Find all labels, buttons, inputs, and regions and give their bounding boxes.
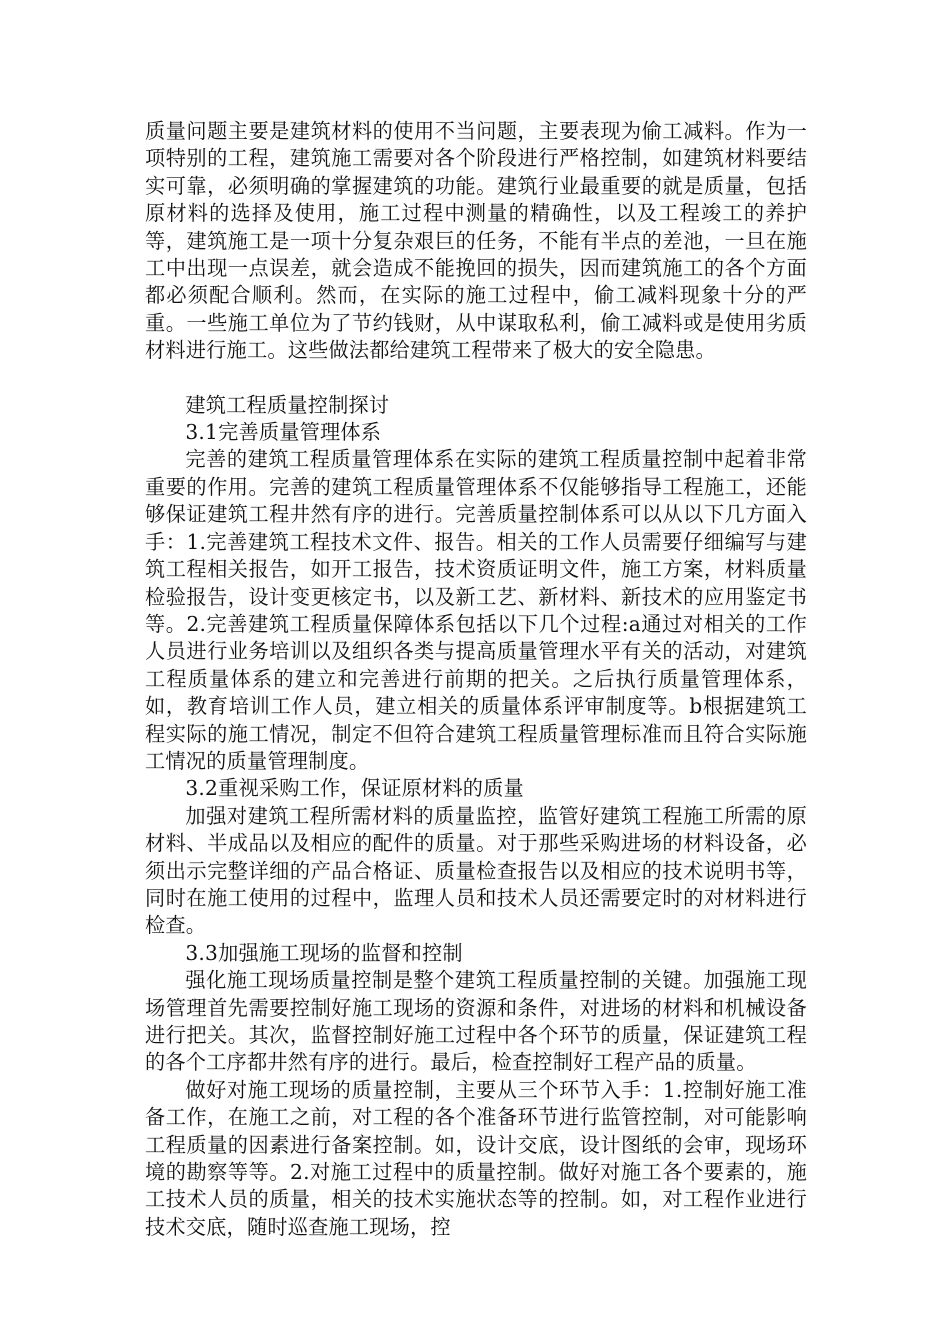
heading-3-3: 3.3加强施工现场的监督和控制 xyxy=(185,940,463,965)
paragraph-3-3-a: 强化施工现场质量控制是整个建筑工程质量控制的关键。加强施工现场管理首先需要控制好施工现场的资源和条件，对进场的材料和机械设备进行把关。其次，监督控制好施工过程中各个环节的质量，保证建筑工程的各个工序都井然有序的进行。最后，检查控制好工程产品的质量。 xyxy=(145,968,807,1075)
intro-paragraph: 质量问题主要是建筑材料的使用不当问题，主要表现为偷工减料。作为一项特别的工程，建筑施工需要对各个阶段进行严格控制，如建筑材料要结实可靠，必须明确的掌握建筑的功能。建筑行业最重要的就是质量，包括原材料的选择及使用，施工过程中测量的精确性，以及工程竣工的养护等，建筑施工是一项十分复杂艰巨的任务，不能有半点的差池，一旦在施工中出现一点误差，就会造成不能挽回的损失，因而建筑施工的各个方面都必须配合顺利。然而，在实际的施工过程中，偷工减料现象十分的严重。一些施工单位为了节约钱财，从中谋取私利，偷工减料或是使用劣质材料进行施工。这些做法都给建筑工程带来了极大的安全隐患。 xyxy=(145,119,807,363)
paragraph-gap xyxy=(145,365,807,392)
document-page xyxy=(145,118,807,1241)
paragraph-3-1: 完善的建筑工程质量管理体系在实际的建筑工程质量控制中起着非常重要的作用。完善的建筑工程质量管理体系不仅能够指导工程施工，还能够保证建筑工程井然有序的进行。完善质量控制体系可以从以下几方面入手：1.完善建筑工程技术文件、报告。相关的工作人员需要仔细编写与建筑工程相关报告，如开工报告，技术资质证明文件，施工方案，材料质量检验报告，设计变更核定书，以及新工艺、新材料、新技术的应用鉴定书等。2.完善建筑工程质量保障体系包括以下几个过程:a通过对相关的工作人员进行业务培训以及组织各类与提高质量管理水平有关的活动，对建筑工程质量体系的建立和完善进行前期的把关。之后执行质量管理体系，如，教育培训工作人员，建立相关的质量体系评审制度等。b根据建筑工程实际的施工情况，制定不但符合建筑工程质量管理标准而且符合实际施工情况的质量管理制度。 xyxy=(145,447,807,773)
paragraph-3-2: 加强对建筑工程所需材料的质量监控，监管好建筑工程施工所需的原材料、半成品以及相应的配件的质量。对于那些采购进场的材料设备，必须出示完整详细的产品合格证、质量检查报告以及相应的技术说明书等，同时在施工使用的过程中，监理人员和技术人员还需要定时的对材料进行检查。 xyxy=(145,803,807,938)
heading-3-1: 3.1完善质量管理体系 xyxy=(185,420,382,445)
section-title: 建筑工程质量控制探讨 xyxy=(185,392,390,417)
heading-3-2: 3.2重视采购工作，保证原材料的质量 xyxy=(185,776,524,801)
paragraph-3-3-b: 做好对施工现场的质量控制，主要从三个环节入手：1.控制好施工准备工作，在施工之前，对工程的各个准备环节进行监管控制，对可能影响工程质量的因素进行备案控制。如，设计交底，设计图纸的会审，现场环境的勘察等等。2.对施工过程中的质量控制。做好对施工各个要素的，施工技术人员的质量，相关的技术实施状态等的控制。如，对工程作业进行技术交底，随时巡查施工现场，控 xyxy=(145,1077,807,1239)
